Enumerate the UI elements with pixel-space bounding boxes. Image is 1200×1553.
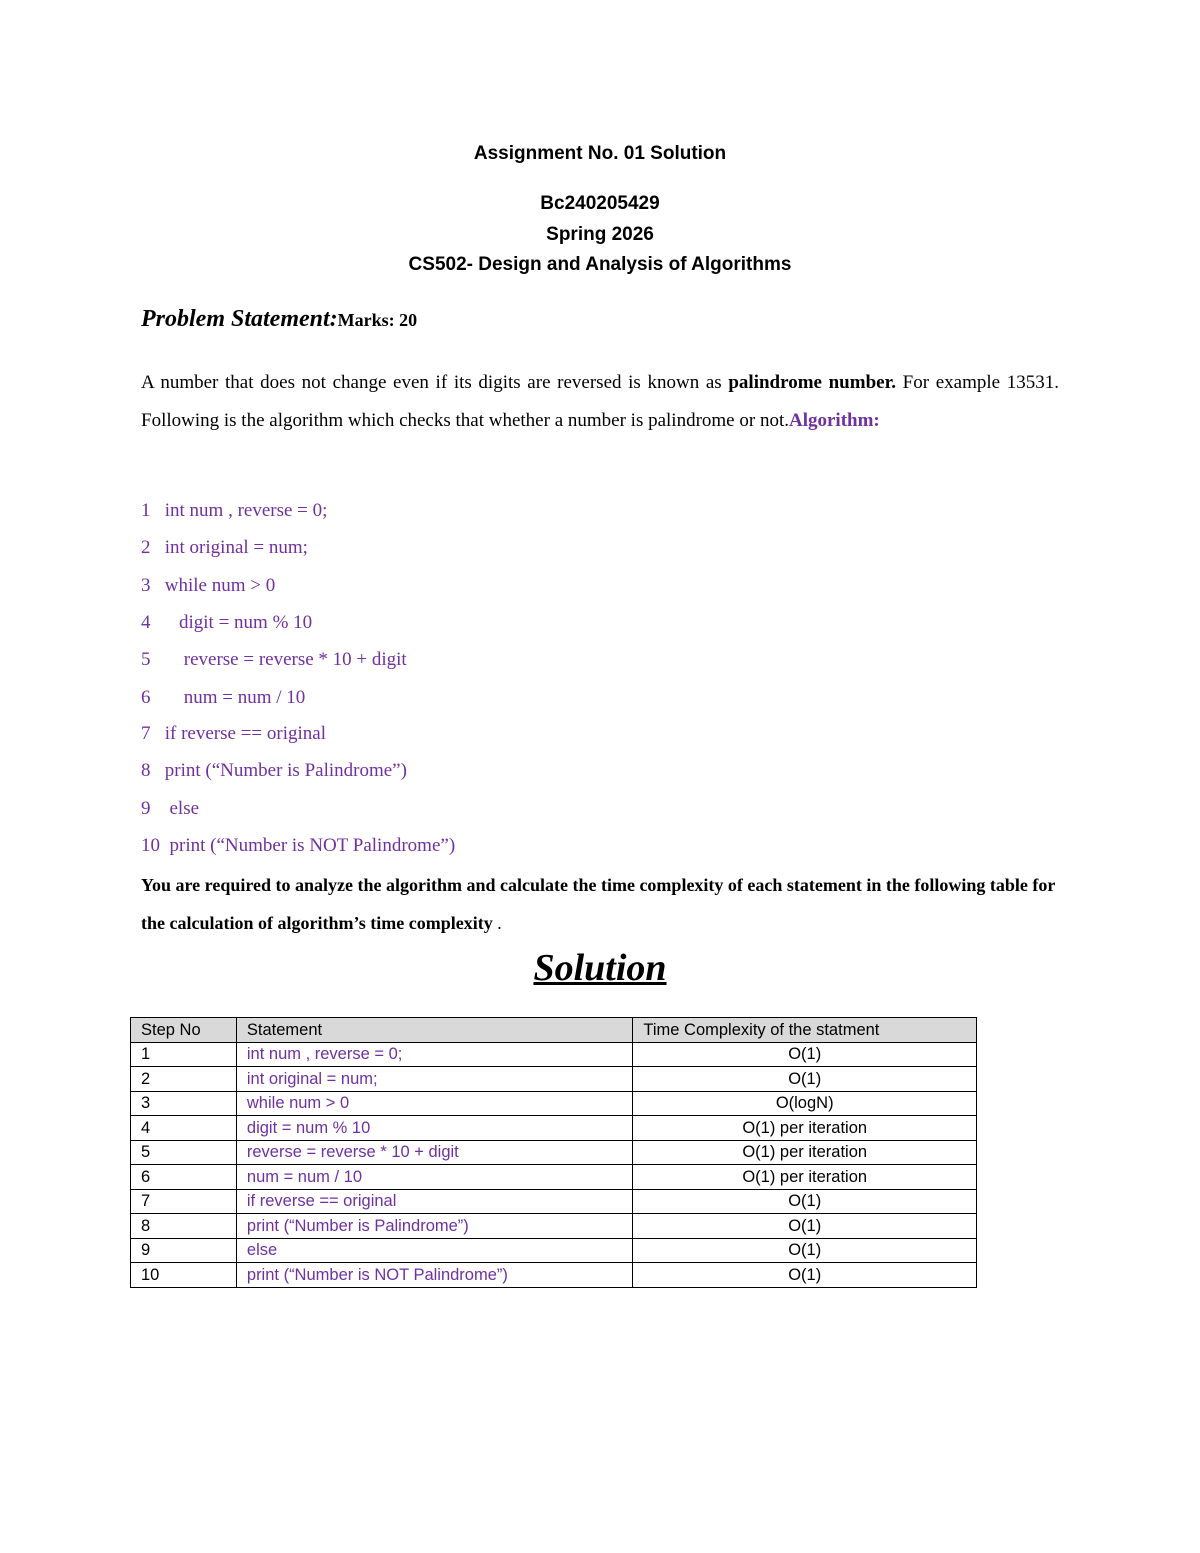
cell-step: 3 xyxy=(131,1091,237,1116)
intro-text-2: For example 13531. Following is the algorithm which checks that whether a number is palindrome or not. xyxy=(141,372,1059,431)
algorithm-line: 3 while num > 0 xyxy=(141,575,276,596)
requirement-tail: . xyxy=(492,913,502,933)
table-row xyxy=(131,1067,977,1092)
complexity-table xyxy=(130,1017,977,1288)
algorithm-line: 10 print (“Number is NOT Palindrome”) xyxy=(141,835,456,856)
table-row xyxy=(131,1189,977,1214)
cell-statement: if reverse == original xyxy=(236,1189,633,1214)
semester: Spring 2026 xyxy=(546,224,654,245)
cell-complexity: O(1) xyxy=(633,1042,977,1067)
cell-step: 10 xyxy=(131,1263,237,1288)
algorithm-label: Algorithm: xyxy=(788,409,880,431)
solution-heading: Solution xyxy=(533,947,667,989)
cell-step: 9 xyxy=(131,1238,237,1263)
cell-statement: digit = num % 10 xyxy=(236,1116,633,1141)
table-row xyxy=(131,1165,977,1190)
table-row xyxy=(131,1042,977,1067)
algorithm-line: 9 else xyxy=(141,798,200,819)
table-row xyxy=(131,1116,977,1141)
requirement-body: You are required to analyze the algorithm and calculate the time complexity of each statement in the following table for the calculation of algorithm’s time complexity xyxy=(141,875,1056,933)
cell-step: 2 xyxy=(131,1067,237,1092)
cell-step: 5 xyxy=(131,1140,237,1165)
table-row xyxy=(131,1214,977,1239)
algorithm-line: 1 int num , reverse = 0; xyxy=(141,500,328,521)
header-statement: Statement xyxy=(236,1018,633,1043)
algorithm-line: 7 if reverse == original xyxy=(141,723,326,744)
algorithm-line: 6 num = num / 10 xyxy=(141,687,306,708)
cell-statement: print (“Number is NOT Palindrome”) xyxy=(236,1263,633,1288)
cell-step: 7 xyxy=(131,1189,237,1214)
cell-statement: num = num / 10 xyxy=(236,1165,633,1190)
cell-step: 1 xyxy=(131,1042,237,1067)
marks-label: Marks: 20 xyxy=(337,310,418,330)
cell-statement: int original = num; xyxy=(236,1067,633,1092)
cell-statement: int num , reverse = 0; xyxy=(236,1042,633,1067)
problem-statement-heading xyxy=(141,306,417,333)
requirement-text xyxy=(141,866,1071,942)
problem-description xyxy=(141,364,1059,439)
cell-complexity: O(logN) xyxy=(633,1091,977,1116)
cell-step: 8 xyxy=(131,1214,237,1239)
intro-text-1: A number that does not change even if its digits are reversed is known as xyxy=(141,372,729,393)
table-row xyxy=(131,1238,977,1263)
algorithm-line: 2 int original = num; xyxy=(141,537,308,558)
algorithm-line: 4 digit = num % 10 xyxy=(141,612,313,633)
doc-title: Assignment No. 01 Solution xyxy=(473,143,727,164)
cell-complexity: O(1) per iteration xyxy=(633,1140,977,1165)
problem-statement-title: Problem Statement: xyxy=(141,306,338,332)
cell-statement: else xyxy=(236,1238,633,1263)
table-header-row xyxy=(131,1018,977,1043)
cell-complexity: O(1) xyxy=(633,1067,977,1092)
student-id: Bc240205429 xyxy=(540,193,660,214)
intro-bold-term: palindrome number. xyxy=(728,372,897,393)
cell-step: 6 xyxy=(131,1165,237,1190)
cell-statement: print (“Number is Palindrome”) xyxy=(236,1214,633,1239)
course-name: CS502- Design and Analysis of Algorithms xyxy=(408,254,792,275)
table-row xyxy=(131,1263,977,1288)
table-row xyxy=(131,1091,977,1116)
cell-complexity: O(1) per iteration xyxy=(633,1165,977,1190)
header-time-complexity: Time Complexity of the statment xyxy=(633,1018,977,1043)
header-step-no: Step No xyxy=(131,1018,237,1043)
cell-complexity: O(1) xyxy=(633,1214,977,1239)
cell-complexity: O(1) per iteration xyxy=(633,1116,977,1141)
cell-complexity: O(1) xyxy=(633,1263,977,1288)
cell-step: 4 xyxy=(131,1116,237,1141)
cell-complexity: O(1) xyxy=(633,1238,977,1263)
cell-complexity: O(1) xyxy=(633,1189,977,1214)
table-row xyxy=(131,1140,977,1165)
algorithm-line: 5 reverse = reverse * 10 + digit xyxy=(141,649,407,670)
cell-statement: while num > 0 xyxy=(236,1091,633,1116)
algorithm-line: 8 print (“Number is Palindrome”) xyxy=(141,760,407,781)
cell-statement: reverse = reverse * 10 + digit xyxy=(236,1140,633,1165)
